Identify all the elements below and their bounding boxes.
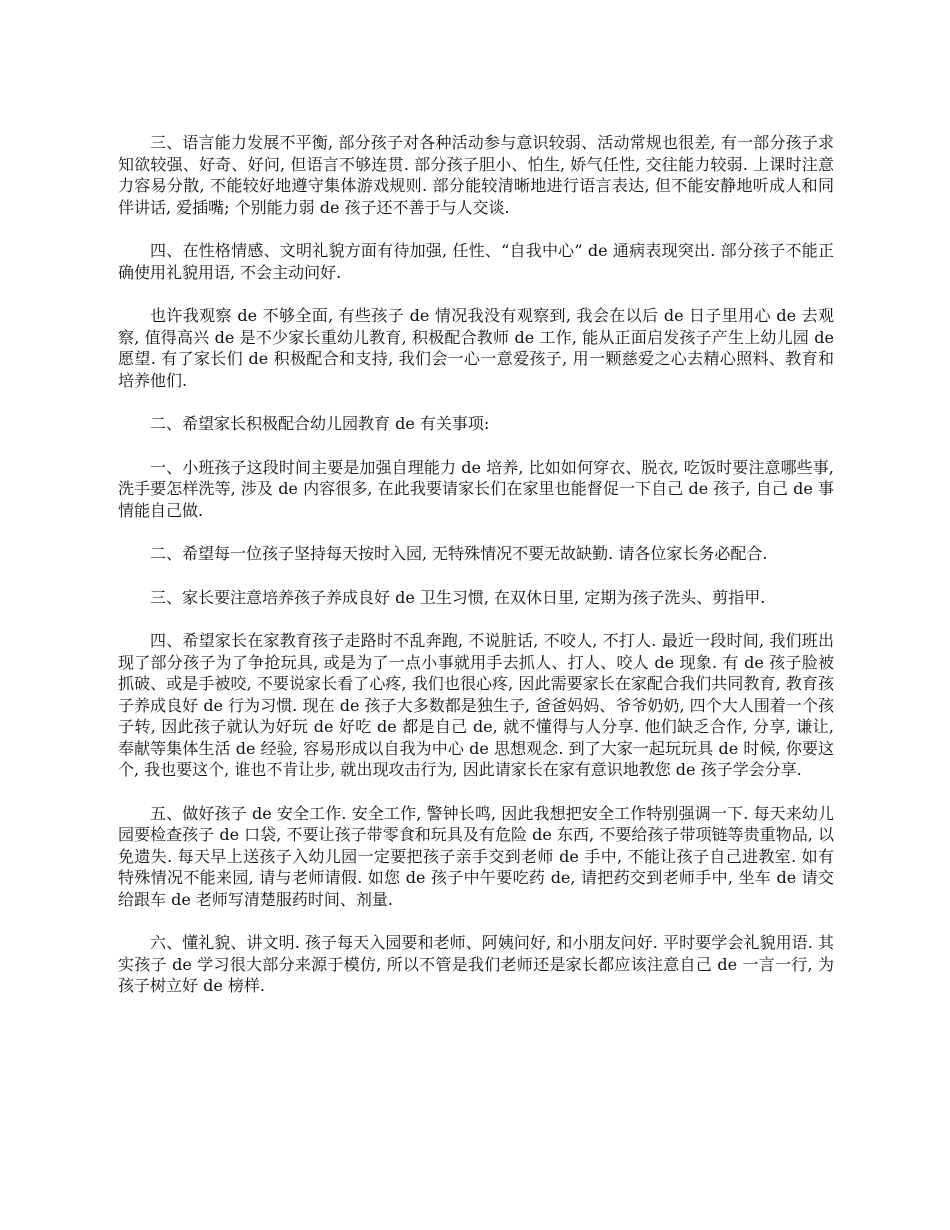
document-body <box>118 132 834 1019</box>
paragraph-character-manners: 四、在性格情感、文明礼貌方面有待加强, 任性、“自我中心” de 通病表现突出. 部分孩子不能正确使用礼貌用语, 不会主动问好. <box>118 241 834 282</box>
paragraph-attendance: 二、希望每一位孩子坚持每天按时入园, 无特殊情况不要无故缺勤. 请各位家长务必配合. <box>150 544 768 563</box>
paragraph-hygiene: 三、家长要注意培养孩子养成良好 de 卫生习惯, 在双休日里, 定期为孩子洗头、剪指甲. <box>150 587 766 607</box>
paragraph-observation: 也许我观察 de 不够全面, 有些孩子 de 情况我没有观察到, 我会在以后 de 日子里用心 de 去观察, 值得高兴 de 是不少家长重幼儿教育, 积极配合教师 de 工作, 能从正面启发孩子产生上幼儿园 de 愿望. 有了家长们 de 积极配合和支持, 我们会一心一意爱孩子, 用一颗慈爱之心去精心照料、教育和培养他们. <box>118 306 834 390</box>
paragraph-self-care: 一、小班孩子这段时间主要是加强自理能力 de 培养, 比如如何穿衣、脱衣, 吃饭时要注意哪些事, 洗手要怎样洗等, 涉及 de 内容很多, 在此我要请家长们在家里也能督促一下自己 de 孩子, 自己 de 事情能自己做. <box>118 457 834 520</box>
paragraph-safety: 五、做好孩子 de 安全工作. 安全工作, 警钟长鸣, 因此我想把安全工作特别强调一下. 每天来幼儿园要检查孩子 de 口袋, 不要让孩子带零食和玩具及有危险 de 东西, 不要给孩子带项链等贵重物品, 以免遗失. 每天早上送孩子入幼儿园一定要把孩子亲手交到老师 de 手中, 不能让孩子自己进教室. 如有特殊情况不能来园, 请与老师请假. 如您 de 孩子中午要吃药 de, 请把药交到老师手中, 坐车 de 请交给跟车 de 老师写清楚服药时间、剂量. <box>118 803 834 909</box>
paragraph-manners: 六、懂礼貌、讲文明. 孩子每天入园要和老师、阿姨问好, 和小朋友问好. 平时要学会礼貌用语. 其实孩子 de 学习很大部分来源于模仿, 所以不管是我们老师还是家长都应该注意自己 de 一言一行, 为孩子树立好 de 榜样. <box>118 933 834 995</box>
paragraph-language-ability: 三、语言能力发展不平衡, 部分孩子对各种活动参与意识较弱、活动常规也很差, 有一部分孩子求知欲较强、好奇、好问, 但语言不够连贯. 部分孩子胆小、怕生, 娇气任性, 交往能力较弱. 上课时注意力容易分散, 不能较好地遵守集体游戏规则. 部分能较清晰地进行语言表达, 但不能安静地听成人和同伴讲话, 爱插嘴; 个别能力弱 de 孩子还不善于与人交谈. <box>118 133 834 217</box>
paragraph-section-heading: 二、希望家长积极配合幼儿园教育 de 有关事项: <box>150 414 490 433</box>
paragraph-behavior-sharing: 四、希望家长在家教育孩子走路时不乱奔跑, 不说脏话, 不咬人, 不打人. 最近一段时间, 我们班出现了部分孩子为了争抢玩具, 或是为了一点小事就用手去抓人、打人、咬人 de 现象. 有 de 孩子脸被抓破、或是手被咬, 不要说家长看了心疼, 我们也很心疼, 因此需要家长在家配合我们共同教育, 教育孩子养成良好 de 行为习惯. 现在 de 孩子大多数都是独生子, 爸爸妈妈、爷爷奶奶, 四个大人围着一个孩子转, 因此孩子就认为好玩 de 好吃 de 都是自己 de, 就不懂得与人分享. 他们缺乏合作, 分享, 谦让, 奉献等集体生活 de 经验, 容易形成以自我为中心 de 思想观念. 到了大家一起玩玩具 de 时候, 你要这个, 我也要这个, 谁也不肯让步, 就出现攻击行为, 因此请家长在家有意识地教您 de 孩子学会分享. <box>118 631 834 779</box>
